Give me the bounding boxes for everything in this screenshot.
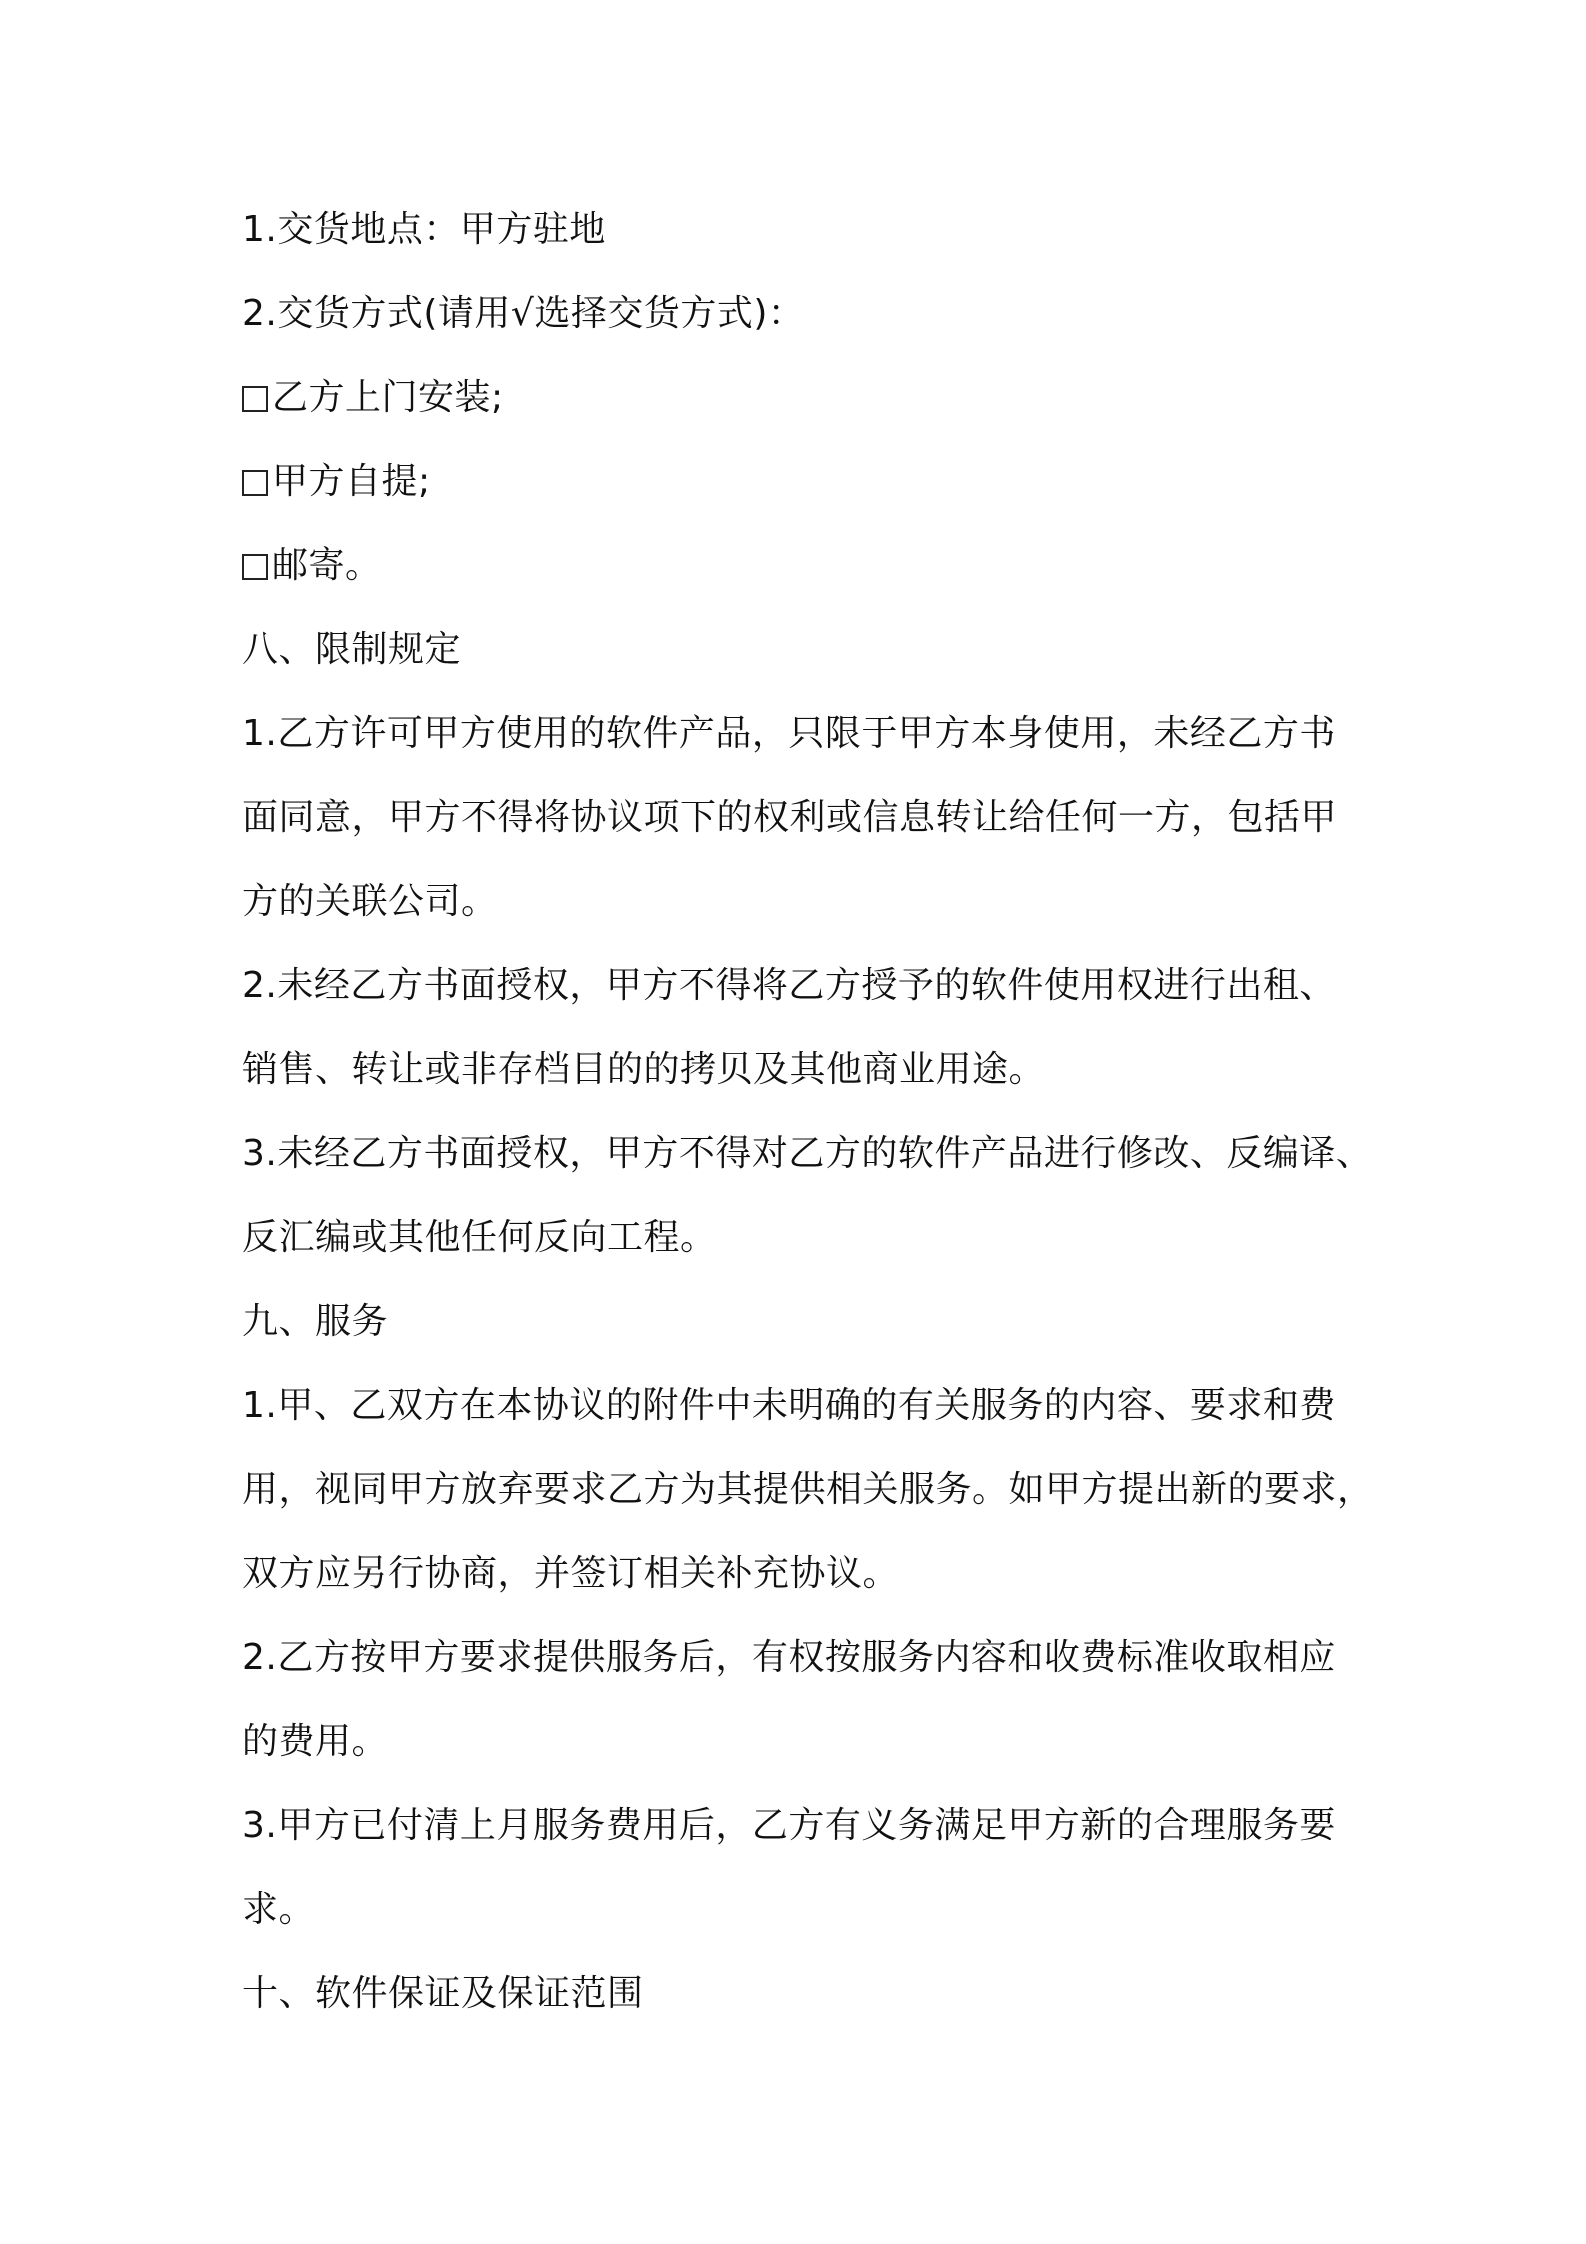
section-heading: 九、服务 — [242, 1301, 389, 1342]
checkbox-icon[interactable] — [242, 386, 268, 412]
text-line: 3.甲方已付清上月服务费用后，乙方有义务满足甲方新的合理服务要 — [242, 1805, 1336, 1846]
checkbox-option: 甲方自提; — [242, 457, 431, 507]
checkbox-icon[interactable] — [242, 470, 268, 496]
text-line: 1.交货地点：甲方驻地 — [242, 209, 606, 250]
section-heading: 十、软件保证及保证范围 — [242, 1973, 644, 2014]
text-line: 2.交货方式(请用√选择交货方式)： — [242, 293, 805, 334]
checkbox-option: 邮寄。 — [242, 541, 382, 591]
text-line: 反汇编或其他任何反向工程。 — [242, 1217, 717, 1258]
text-line: 销售、转让或非存档目的的拷贝及其他商业用途。 — [242, 1049, 1046, 1090]
text-line: 3.未经乙方书面授权，甲方不得对乙方的软件产品进行修改、反编译、 — [242, 1133, 1373, 1174]
checkbox-icon[interactable] — [242, 554, 268, 580]
text-line: 方的关联公司。 — [242, 881, 498, 922]
text-line: 用，视同甲方放弃要求乙方为其提供相关服务。如甲方提出新的要求， — [242, 1469, 1374, 1510]
text-line: 的费用。 — [242, 1721, 389, 1762]
text-line: 求。 — [242, 1889, 316, 1930]
text-line: 双方应另行协商，并签订相关补充协议。 — [242, 1553, 900, 1594]
text-line: 面同意，甲方不得将协议项下的权利或信息转让给任何一方，包括甲 — [242, 797, 1338, 838]
text-line: 1.甲、乙双方在本协议的附件中未明确的有关服务的内容、要求和费 — [242, 1385, 1336, 1426]
text-line: 2.乙方按甲方要求提供服务后，有权按服务内容和收费标准收取相应 — [242, 1637, 1336, 1678]
text-line: 2.未经乙方书面授权，甲方不得将乙方授予的软件使用权进行出租、 — [242, 965, 1336, 1006]
section-heading: 八、限制规定 — [242, 629, 462, 670]
checkbox-option: 乙方上门安装; — [242, 373, 504, 423]
text-line: 1.乙方许可甲方使用的软件产品，只限于甲方本身使用，未经乙方书 — [242, 713, 1336, 754]
